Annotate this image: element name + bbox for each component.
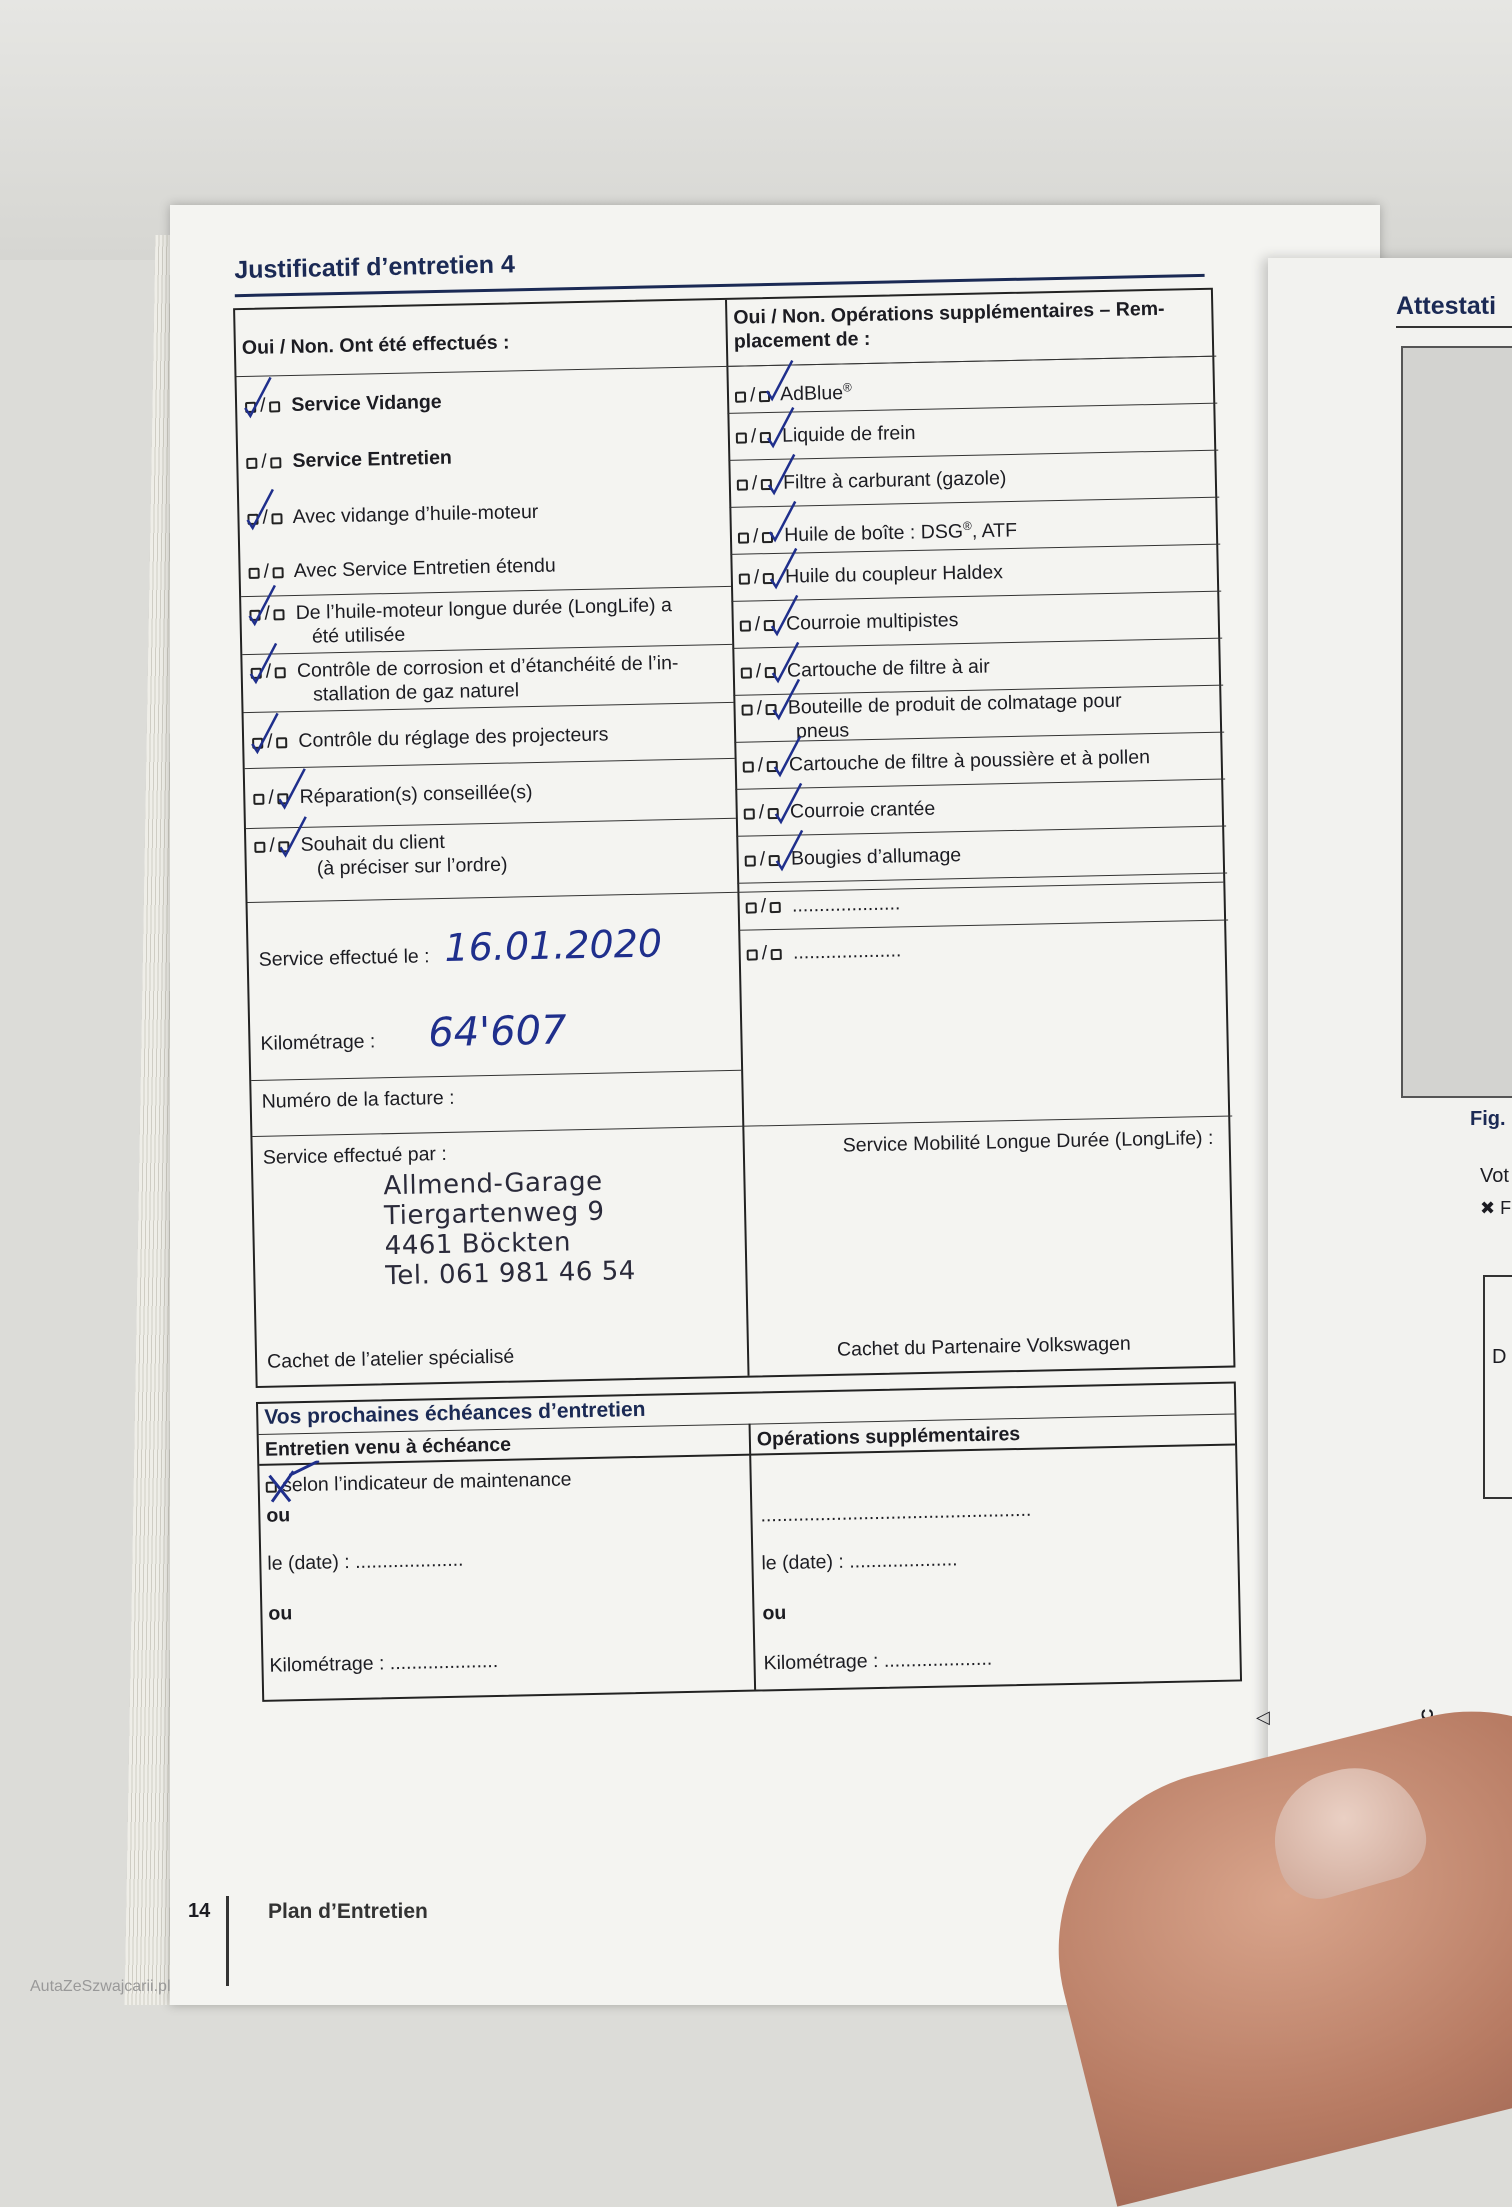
right-heading-rule <box>1396 326 1512 328</box>
checkmark-icon <box>767 408 794 447</box>
checkmark-icon <box>773 679 800 718</box>
right-item-label: Bougies d’allumage <box>790 844 962 870</box>
or-label: ou <box>762 1601 787 1625</box>
checkmark-icon <box>772 642 799 681</box>
next-col2-blank: .................................................. <box>760 1498 1032 1527</box>
partner-stamp-label: Cachet du Partenaire Volkswagen <box>836 1332 1131 1361</box>
next-page-triangle-icon: ◁ <box>1256 1707 1270 1727</box>
right-item: / Cartouche de filtre à air <box>741 654 990 683</box>
right-item: / Bougies d’allumage <box>744 843 961 872</box>
mileage-label: Kilométrage : <box>260 1030 376 1055</box>
next-date-field: le (date) : .................... <box>267 1548 464 1575</box>
left-item-label-line2: (à préciser sur l’ordre) <box>316 853 508 880</box>
right-page-text: Vot <box>1480 1165 1509 1187</box>
stamp-line: 4461 Böckten <box>384 1227 572 1262</box>
right-item-label: Courroie crantée <box>789 797 936 823</box>
right-item: / AdBlue® <box>735 375 853 407</box>
right-item-label: Cartouche de filtre à air <box>786 655 990 682</box>
cross-mark-icon <box>259 1461 320 1522</box>
right-item: / .................... <box>746 938 901 965</box>
right-page-bullet: ✖ F <box>1480 1198 1512 1218</box>
right-item: / Huile de boîte : DSG®, ATF <box>738 513 1018 548</box>
checkmark-layer <box>235 290 1237 1390</box>
left-item-label-line2: été utilisée <box>311 623 406 648</box>
section-title: Plan d’Entretien <box>268 1900 428 1923</box>
checkmark-icon <box>769 501 796 540</box>
left-item-label: Souhait du client <box>300 830 445 856</box>
maintenance-record <box>148 235 1280 1778</box>
right-item: / Liquide de frein <box>736 421 916 449</box>
right-item-label: Cartouche de filtre à poussière et à pollen <box>788 746 1151 776</box>
left-item: / Avec vidange d’huile-moteur <box>247 500 538 530</box>
service-date-label: Service effectué le : <box>258 945 430 971</box>
left-item-label: Avec vidange d’huile-moteur <box>292 500 539 529</box>
right-item: / Courroie crantée <box>743 797 935 825</box>
checkmark-icon <box>247 489 274 528</box>
left-item-label: Avec Service Entretien étendu <box>293 554 556 583</box>
or-label: ou <box>268 1602 293 1625</box>
checkmark-icon <box>766 361 793 400</box>
right-item-label: Liquide de frein <box>781 421 916 447</box>
right-item-label: Huile du coupleur Haldex <box>784 561 1004 588</box>
left-item: / Réparation(s) conseillée(s) <box>253 780 533 810</box>
right-item: / Huile du coupleur Haldex <box>739 560 1004 590</box>
longlife-label: Service Mobilité Longue Durée (LongLife) : <box>842 1126 1214 1157</box>
watermark: AutaZeSzwajcarii.pl <box>30 1978 171 1995</box>
right-item-suffix: , ATF <box>971 519 1018 543</box>
checkmark-icon <box>774 736 801 775</box>
checkmark-icon <box>250 643 277 682</box>
right-item: / Courroie multipistes <box>740 608 959 637</box>
right-item-label: .................... <box>792 939 902 964</box>
checkmark-icon <box>776 830 803 869</box>
stamp-line: Allmend-Garage <box>383 1166 603 1202</box>
next-col2-header: Opérations supplémentaires <box>756 1422 1021 1451</box>
next-title: Vos prochaines échéances d’entretien <box>264 1397 646 1429</box>
workshop-stamp-label: Cachet de l’atelier spécialisé <box>266 1345 515 1373</box>
right-item-label: Filtre à carburant (gazole) <box>782 467 1007 494</box>
checkmark-icon <box>279 769 306 808</box>
right-item-label: Courroie multipistes <box>785 609 959 635</box>
checkmark-icon <box>252 713 279 752</box>
right-item-label: AdBlue <box>779 381 844 406</box>
next-column-divider <box>749 1424 757 1690</box>
right-header-line2: placement de : <box>733 327 871 353</box>
checkmark-icon <box>770 548 797 587</box>
registered-mark: ® <box>842 380 852 395</box>
left-item: / Contrôle de corrosion et d’étanchéité de l’in- stallation de gaz naturel <box>250 651 679 708</box>
performed-by-label: Service effectué par : <box>262 1142 447 1169</box>
checkmark-icon <box>245 377 272 416</box>
footer-divider <box>226 1896 229 1986</box>
left-item-label: Service Entretien <box>292 446 453 473</box>
page-title: Justificatif d’entretien 4 <box>233 250 516 285</box>
checkmark-icon <box>771 595 798 634</box>
left-item-label: Réparation(s) conseillée(s) <box>299 781 533 808</box>
figure-image <box>1401 346 1512 1098</box>
left-item-label: De l’huile-moteur longue durée (LongLife) a <box>295 594 673 624</box>
stamp-line: Tiergartenweg 9 <box>383 1196 605 1232</box>
left-item-label-line2: stallation de gaz naturel <box>312 679 520 706</box>
right-page-heading: Attestati <box>1396 292 1497 320</box>
right-item-label: Huile de boîte : DSG <box>783 520 964 547</box>
checkmark-icon <box>280 817 307 856</box>
or-label: ou <box>266 1504 291 1527</box>
checkmark-icon <box>768 455 795 494</box>
registered-mark: ® <box>962 518 972 533</box>
stamp-line: Tel. 061 981 46 54 <box>385 1256 637 1292</box>
right-item-label: Bouteille de produit de colmatage pour <box>787 689 1122 719</box>
right-item: / Cartouche de filtre à poussière et à pollen <box>743 745 1151 778</box>
next-mileage-field: Kilométrage : .................... <box>269 1649 499 1677</box>
next-col1-header: Entretien venu à échéance <box>264 1433 512 1461</box>
left-item-label: Contrôle du réglage des projecteurs <box>298 723 609 752</box>
service-date-value: 16.01.2020 <box>444 921 663 970</box>
left-item: / Contrôle du réglage des projecteurs <box>252 722 609 753</box>
left-item: / Souhait du client (à préciser sur l’ordre) <box>254 829 508 882</box>
left-header: Oui / Non. Ont été effectués : <box>241 331 510 360</box>
left-item: / Service Entretien <box>246 446 452 474</box>
left-item-label: Contrôle de corrosion et d’étanchéité de l’in- <box>296 651 679 682</box>
right-item: / Bouteille de produit de colmatage pour pneus <box>741 689 1122 745</box>
right-page-table-letter: D <box>1492 1346 1507 1368</box>
service-table <box>233 288 1235 1388</box>
checkmark-icon <box>775 783 802 822</box>
left-item: / Service Vidange <box>245 390 442 418</box>
left-item: / De l’huile-moteur longue durée (LongLife) a été utilisée <box>249 593 672 650</box>
right-item-label: .................... <box>791 892 901 917</box>
invoice-label: Numéro de la facture : <box>261 1086 455 1113</box>
figure-label: Fig. <box>1470 1108 1506 1130</box>
right-item: / Filtre à carburant (gazole) <box>737 466 1007 496</box>
next-maintenance-table <box>256 1381 1242 1701</box>
next-col2-date: le (date) : .................... <box>761 1548 958 1575</box>
indicator-label: selon l’indicateur de maintenance <box>281 1468 572 1497</box>
checkmark-icon <box>249 585 276 624</box>
page-number: 14 <box>188 1900 211 1922</box>
left-item: / Avec Service Entretien étendu <box>248 554 556 584</box>
right-header-line1: Oui / Non. Opérations supplémentaires – Rem- <box>733 297 1165 329</box>
right-item-label-line2: pneus <box>795 719 850 743</box>
mileage-value: 64'607 <box>427 1007 567 1057</box>
right-page-table <box>1483 1275 1512 1499</box>
left-item-label: Service Vidange <box>291 390 442 417</box>
next-col2-mileage: Kilométrage : .................... <box>763 1647 993 1675</box>
right-item: / .................... <box>745 891 900 918</box>
